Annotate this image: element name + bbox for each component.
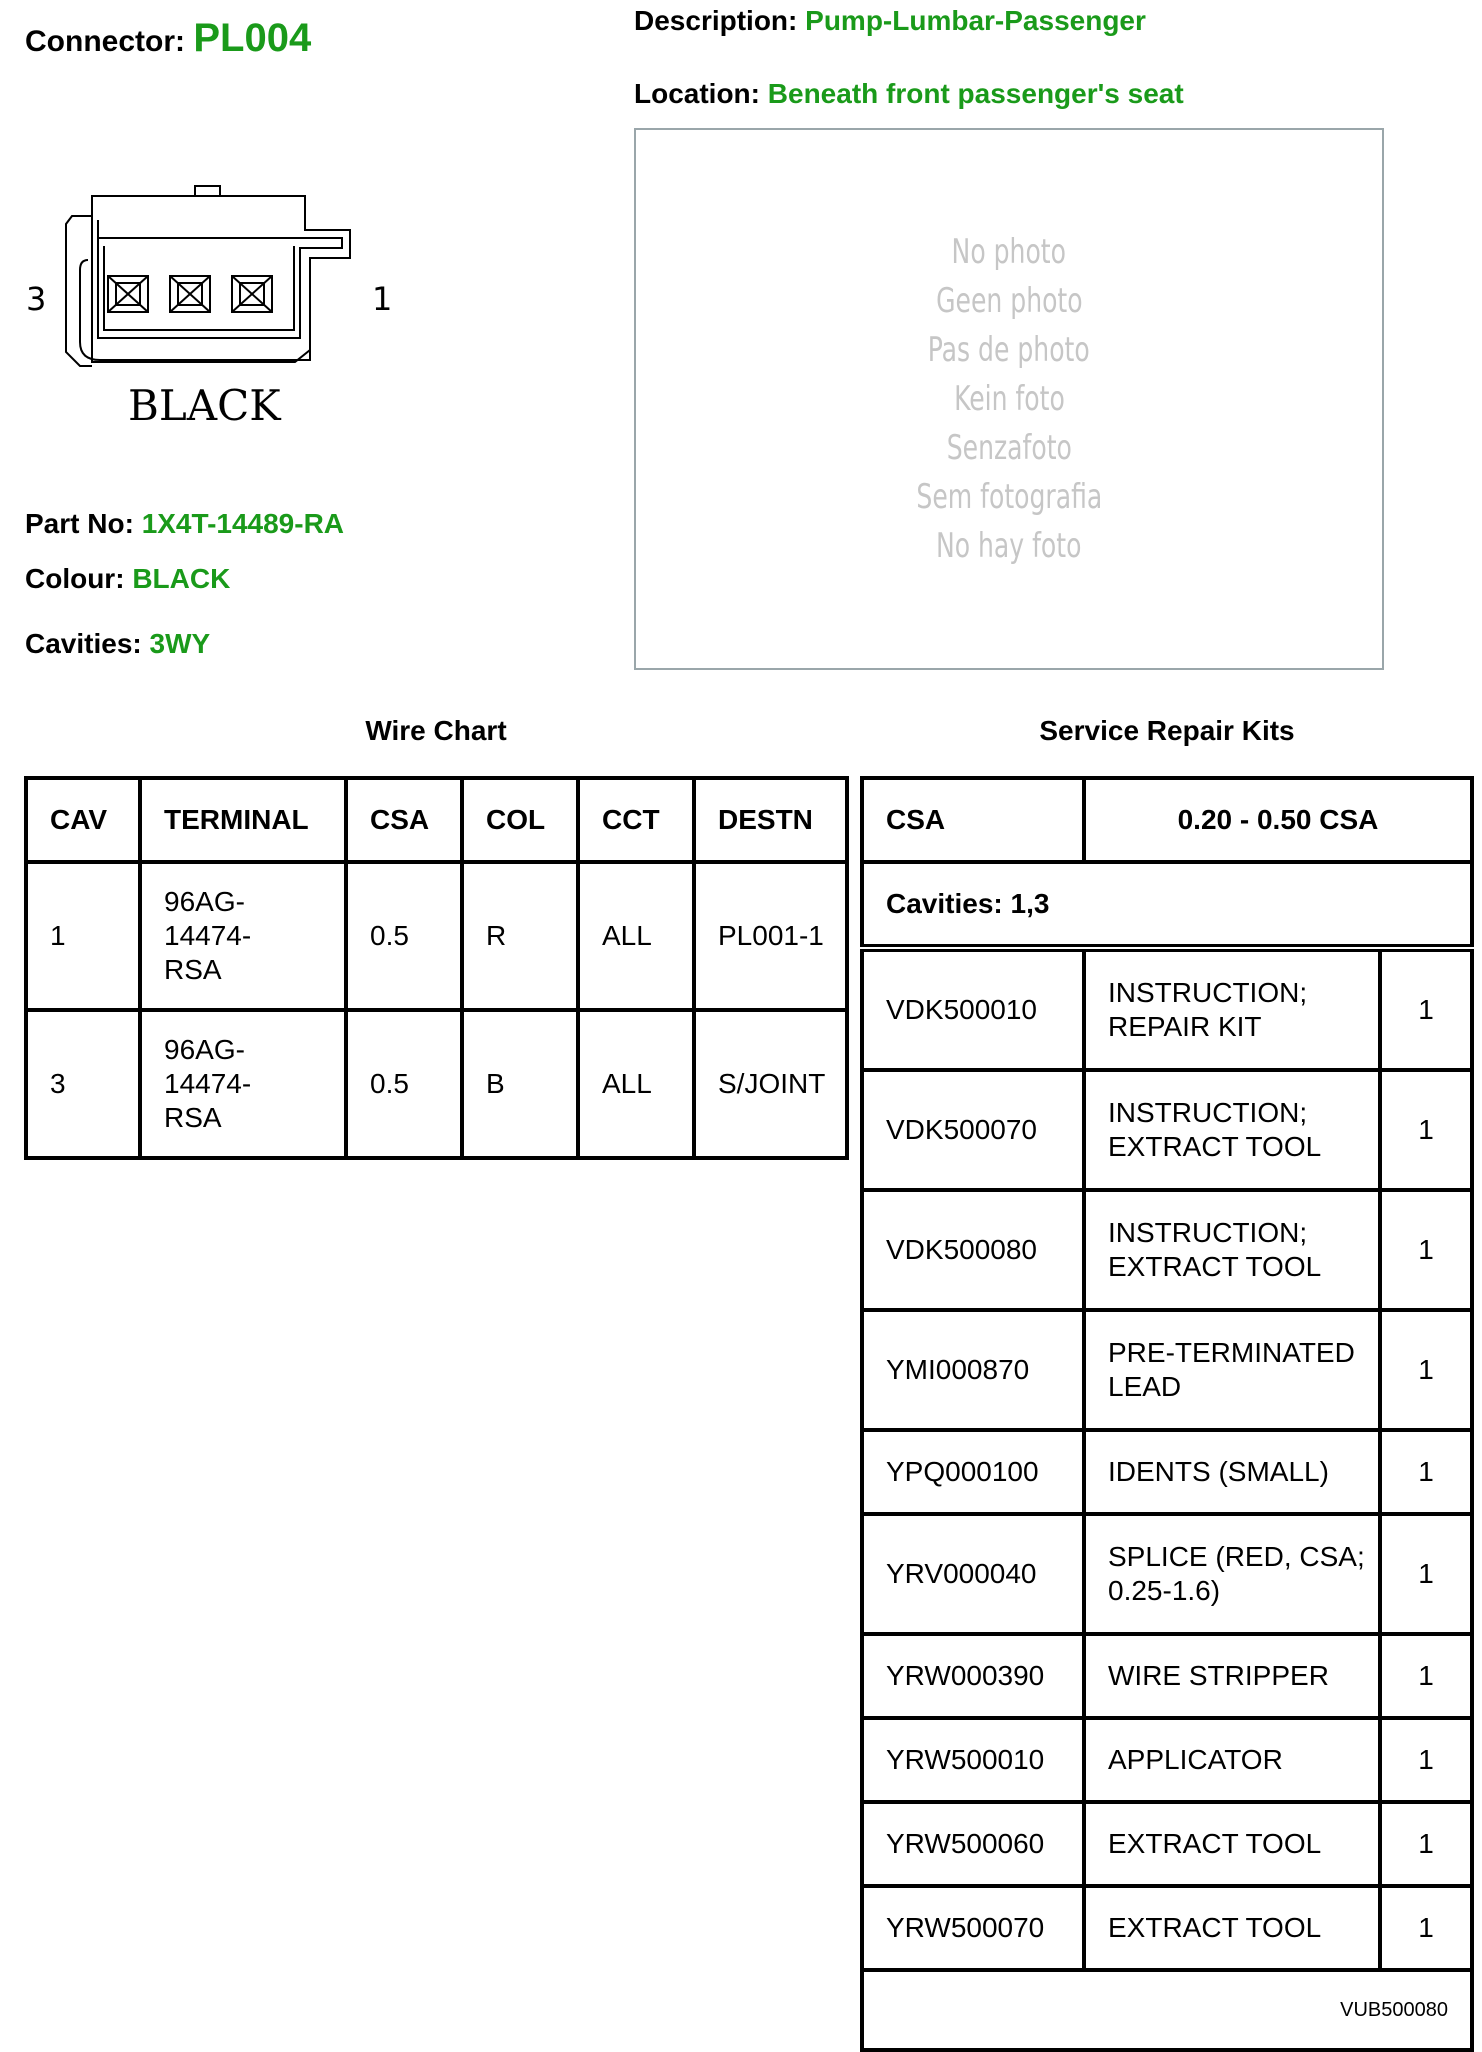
- cavities-label: Cavities:: [25, 628, 142, 659]
- kits-items: [862, 948, 1472, 1970]
- description-heading: [634, 4, 1154, 38]
- kit-part-number: YMI000870: [862, 1310, 1084, 1430]
- pin-label-right: 1: [372, 280, 393, 318]
- kit-description: EXTRACT TOOL: [1084, 1886, 1380, 1970]
- connector-diagram: [20, 180, 400, 450]
- no-photo-text: Kein foto: [953, 378, 1065, 419]
- kit-quantity: 1: [1380, 1310, 1472, 1430]
- location-value: Beneath front passenger's seat: [767, 78, 1184, 109]
- kit-part-number: VDK500010: [862, 948, 1084, 1070]
- table-row: [862, 1634, 1472, 1718]
- kits-footer-row: [862, 1970, 1472, 2050]
- terminal-text: 96AG-14474-RSA: [164, 1034, 252, 1133]
- kit-quantity: 1: [1380, 1718, 1472, 1802]
- cell-cav: 1: [26, 862, 140, 1010]
- no-photo-text: No photo: [951, 231, 1067, 272]
- cavities-value: 3WY: [149, 628, 211, 659]
- kit-part-number: YRV000040: [862, 1514, 1084, 1634]
- kit-quantity: 1: [1380, 1190, 1472, 1310]
- kit-part-number: YRW500010: [862, 1718, 1084, 1802]
- table-row: [862, 1718, 1472, 1802]
- cell-csa: 0.5: [346, 862, 462, 1010]
- kit-description: APPLICATOR: [1084, 1718, 1380, 1802]
- kit-quantity: 1: [1380, 1802, 1472, 1886]
- kits-header-row: [862, 778, 1472, 862]
- wire-chart-title: Wire Chart: [365, 715, 507, 746]
- part-no-label: Part No:: [25, 508, 134, 539]
- cell-terminal: [140, 1010, 346, 1158]
- header-col: COL: [462, 778, 578, 862]
- table-row: [862, 1190, 1472, 1310]
- kit-description: EXTRACT TOOL: [1084, 1802, 1380, 1886]
- header-destn: DESTN: [694, 778, 847, 862]
- pin-label-left: 3: [26, 280, 47, 318]
- table-row: [26, 862, 847, 1010]
- kit-description: INSTRUCTION; EXTRACT TOOL: [1084, 1190, 1380, 1310]
- location-heading: [634, 78, 1184, 110]
- table-row: [862, 1514, 1472, 1634]
- kit-description: INSTRUCTION; EXTRACT TOOL: [1084, 1070, 1380, 1190]
- header-cct: CCT: [578, 778, 694, 862]
- kit-description: INSTRUCTION; REPAIR KIT: [1084, 948, 1380, 1070]
- cell-col: R: [462, 862, 578, 1010]
- kit-part-number: YRW500060: [862, 1802, 1084, 1886]
- kit-description: WIRE STRIPPER: [1084, 1634, 1380, 1718]
- cell-csa: 0.5: [346, 1010, 462, 1158]
- kit-part-number: VDK500080: [862, 1190, 1084, 1310]
- no-photo-text: No hay foto: [936, 525, 1082, 566]
- location-label: Location:: [634, 78, 760, 109]
- drawing-colour-text: BLACK: [128, 381, 281, 430]
- photo-placeholder: [634, 128, 1384, 670]
- part-no-value: 1X4T-14489-RA: [141, 508, 345, 539]
- colour-label: Colour:: [25, 563, 125, 594]
- connector-value: PL004: [193, 16, 312, 60]
- colour-value: BLACK: [132, 563, 231, 594]
- no-photo-text: Geen photo: [935, 280, 1083, 321]
- table-row: [862, 1430, 1472, 1514]
- kit-quantity: 1: [1380, 948, 1472, 1070]
- header-terminal: TERMINAL: [140, 778, 346, 862]
- table-row: [862, 1802, 1472, 1886]
- service-kits-title: Service Repair Kits: [1039, 715, 1295, 746]
- part-number: [25, 508, 344, 540]
- kits-footer-code: VUB500080: [862, 1970, 1472, 2050]
- table-row: [862, 1886, 1472, 1970]
- kit-part-number: YPQ000100: [862, 1430, 1084, 1514]
- cell-col: B: [462, 1010, 578, 1158]
- cell-cct: ALL: [578, 862, 694, 1010]
- description-label: Description:: [634, 5, 798, 36]
- kits-cavities-row: [862, 862, 1472, 948]
- kit-quantity: 1: [1380, 1070, 1472, 1190]
- kits-cavities: Cavities: 1,3: [862, 862, 1472, 948]
- colour: [25, 563, 230, 595]
- kit-quantity: 1: [1380, 1634, 1472, 1718]
- no-photo-text: Pas de photo: [928, 329, 1090, 370]
- kit-description: IDENTS (SMALL): [1084, 1430, 1380, 1514]
- header-cav: CAV: [26, 778, 140, 862]
- terminal-text: 96AG-14474-RSA: [164, 886, 252, 985]
- no-photo-text: Senzafoto: [946, 427, 1072, 468]
- kit-quantity: 1: [1380, 1430, 1472, 1514]
- connector-heading: [25, 16, 311, 61]
- connector-label: Connector:: [25, 25, 185, 58]
- table-row: [862, 1310, 1472, 1430]
- table-row: [26, 1010, 847, 1158]
- kit-part-number: YRW000390: [862, 1634, 1084, 1718]
- no-photo-text: Sem fotografia: [916, 476, 1102, 517]
- table-header-row: [26, 778, 847, 862]
- kit-description: SPLICE (RED, CSA; 0.25-1.6): [1084, 1514, 1380, 1634]
- kit-quantity: 1: [1380, 1514, 1472, 1634]
- description-value: Pump-Lumbar-Passenger: [805, 5, 1146, 36]
- header-csa: CSA: [346, 778, 462, 862]
- kit-part-number: YRW500070: [862, 1886, 1084, 1970]
- cell-cav: 3: [26, 1010, 140, 1158]
- service-kits-table: [860, 776, 1474, 2052]
- kits-csa-range: 0.20 - 0.50 CSA: [1084, 778, 1472, 862]
- cell-terminal: [140, 862, 346, 1010]
- cell-destn: PL001-1: [694, 862, 847, 1010]
- cell-destn: S/JOINT: [694, 1010, 847, 1158]
- wire-chart-table: [24, 776, 849, 1160]
- kit-part-number: VDK500070: [862, 1070, 1084, 1190]
- kit-quantity: 1: [1380, 1886, 1472, 1970]
- kit-description: PRE-TERMINATED LEAD: [1084, 1310, 1380, 1430]
- table-row: [862, 948, 1472, 1070]
- table-row: [862, 1070, 1472, 1190]
- kits-csa-label: CSA: [862, 778, 1084, 862]
- cell-cct: ALL: [578, 1010, 694, 1158]
- cavities: [25, 628, 210, 660]
